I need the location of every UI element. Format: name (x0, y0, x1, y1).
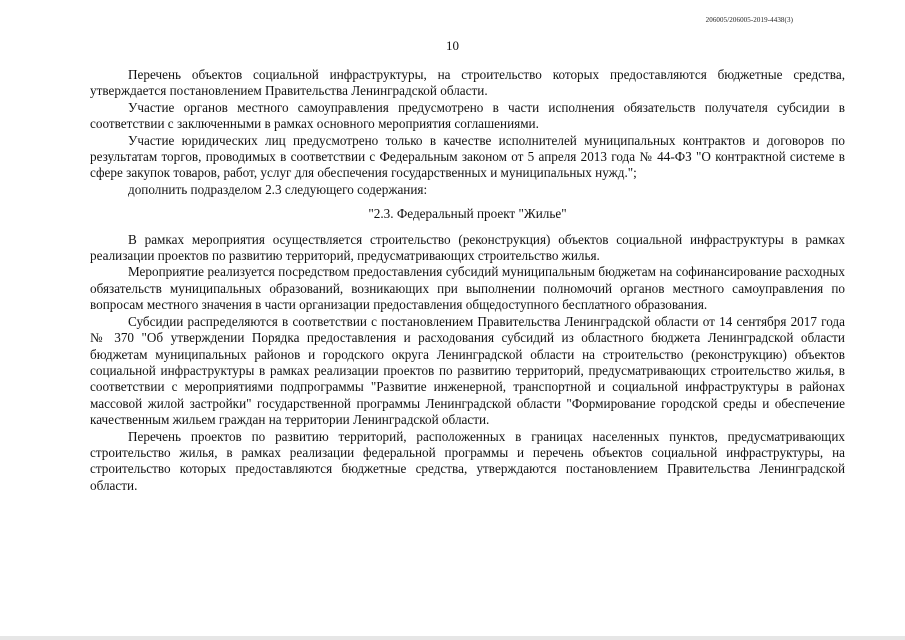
paragraph: В рамках мероприятия осуществляется строительство (реконструкция) объектов социальной инфраструктуры в рамках реализации проектов по развитию территорий, предусматривающих строительство жилья. (90, 231, 845, 264)
document-body (90, 67, 845, 494)
section-heading: "2.3. Федеральный проект "Жилье" (368, 206, 567, 222)
paragraph: Мероприятие реализуется посредством предоставления субсидий муниципальным бюджетам на софинансирование расходных обязательств муниципальных образований, возникающих при выполнении полномочий органов местного самоуправления по вопросам местного значения в части организации предоставления общедоступного бесплатного образования. (90, 264, 845, 313)
page-number: 10 (446, 38, 459, 53)
document-id: 206005/206005-2019-4438(3) (705, 16, 793, 24)
paragraph: Участие органов местного самоуправления предусмотрено в части исполнения обязательств получателя субсидии в соответствии с заключенными в рамках основного мероприятия соглашениями. (90, 99, 845, 132)
page-bottom-edge (0, 636, 905, 640)
paragraph: Участие юридических лиц предусмотрено только в качестве исполнителей муниципальных контрактов и договоров по результатам торгов, проводимых в соответствии с Федеральным законом от 5 апреля 2013 года № 44-ФЗ "О контрактной системе в сфере закупок товаров, работ, услуг для обеспечения государственных и муниципальных нужд."; (90, 132, 845, 181)
paragraph: Перечень объектов социальной инфраструктуры, на строительство которых предоставляются бюджетные средства, утверждается постановлением Правительства Ленинградской области. (90, 67, 845, 99)
paragraph: Субсидии распределяются в соответствии с постановлением Правительства Ленинградской области от 14 сентября 2017 года № 370 "Об утверждении Порядка предоставления и расходования субсидий из областного бюджета Ленинградской области бюджетам муниципальных районов и городского округа Ленинградской области на строительство (реконструкцию) объектов социальной инфраструктуры в рамках реализации проектов по развитию территорий, предусматривающих строительство жилья, в соответствии с мероприятиями подпрограммы "Развитие инженерной, транспортной и социальной инфраструктуры в районах массовой жилой застройки" государственной программы Ленинградской области "Формирование городской среды и обеспечение качественным жильем граждан на территории Ленинградской области. (90, 313, 845, 428)
paragraph: дополнить подразделом 2.3 следующего содержания: (128, 181, 428, 197)
paragraph: Перечень проектов по развитию территорий, расположенных в границах населенных пунктов, предусматривающих строительство жилья, в рамках реализации федеральной программы и перечень объектов социальной инфраструктуры, на строительство которых предоставляются бюджетные средства, утверждаются постановлением Правительства Ленинградской области. (90, 428, 845, 493)
